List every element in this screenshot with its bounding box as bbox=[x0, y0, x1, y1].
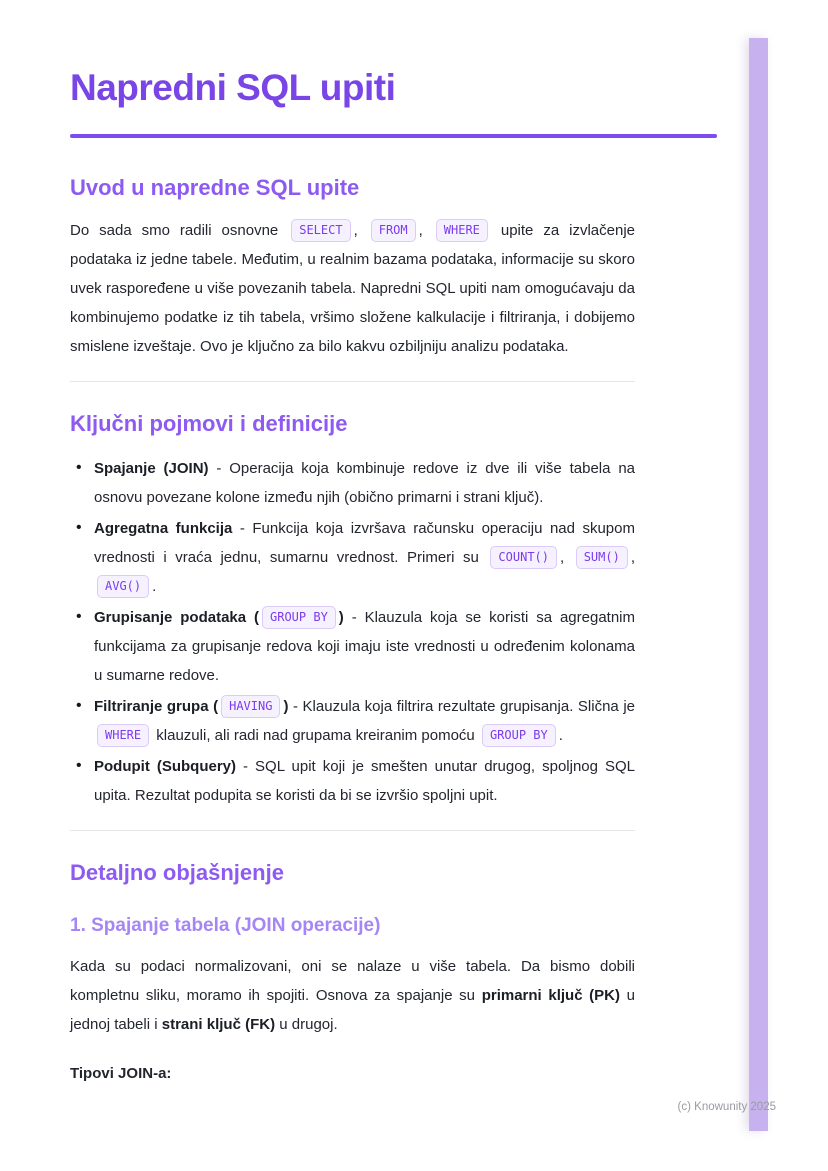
bold-term: Grupisanje podataka ( bbox=[94, 609, 259, 626]
bold-term: strani ključ (FK) bbox=[161, 1016, 276, 1033]
bold-term: Filtriranje grupa ( bbox=[94, 698, 219, 715]
section-divider bbox=[70, 830, 635, 831]
term-list bbox=[70, 454, 635, 810]
inline-code-badge: GROUP BY bbox=[262, 606, 336, 629]
inline-code-badge: HAVING bbox=[221, 695, 280, 718]
bold-term: ) bbox=[283, 698, 289, 715]
title-rule bbox=[70, 134, 717, 138]
term-item-join: • Spajanje (JOIN) - Operacija koja kombinuje redove iz dve ili više tabela na osnovu povezane kolone između njih (obično primarni i strani ključ). bbox=[70, 454, 635, 512]
side-accent-strip bbox=[749, 38, 768, 1131]
inline-code-badge: GROUP BY bbox=[482, 724, 556, 747]
subsection-heading-join: 1. Spajanje tabela (JOIN operacije) bbox=[70, 915, 381, 936]
term-item-having: • Filtriranje grupa ( HAVING ) - Klauzula koja filtrira rezultate grupisanja. Slična je WHERE klauzuli, ali radi nad grupama kreiranim pomoću GROUP BY . bbox=[70, 692, 635, 750]
intro-paragraph: Do sada smo radili osnovne SELECT , FROM , WHERE upite za izvlačenje podataka iz jedne tabele. Međutim, u realnim bazama podataka, informacije su skoro uvek raspoređene u više povezanih tabela. Napredni SQL upiti nam omogućavaju da kombinujemo podatke iz tih tabela, vršimo složene kalkulacije i filtriranja, i dobijemo smislene izveštaje. Ovo je ključno za bilo kakvu ozbiljniju analizu podataka. bbox=[70, 216, 635, 361]
term-item-aggregate-function: • Agregatna funkcija - Funkcija koja izvršava računsku operaciju nad skupom vrednosti i vraća jednu, sumarnu vrednost. Primeri su COUNT() , SUM() , AVG() . bbox=[70, 514, 635, 601]
bold-term: ) bbox=[338, 609, 344, 626]
document-content bbox=[70, 0, 717, 1088]
inline-code-badge: SUM() bbox=[576, 546, 628, 569]
inline-code-badge: FROM bbox=[371, 219, 416, 242]
inline-code-badge: WHERE bbox=[436, 219, 488, 242]
section-divider bbox=[70, 381, 635, 382]
join-paragraph: Kada su podaci normalizovani, oni se nalaze u više tabela. Da bismo dobili kompletnu sliku, moramo ih spojiti. Osnova za spajanje su primarni ključ (PK) u jednoj tabeli i strani ključ (FK) u drugoj. bbox=[70, 958, 636, 1033]
term-item-subquery: • Podupit (Subquery) - SQL upit koji je smešten unutar drugog, spoljnog SQL upita. Rezultat podupita se koristi da bi se izvršio spoljni upit. bbox=[70, 752, 635, 810]
bold-term: Spajanje (JOIN) bbox=[94, 460, 209, 477]
term-item-group-by: • Grupisanje podataka ( GROUP BY ) - Klauzula koja se koristi sa agregatnim funkcijama za grupisanje redova koji imaju iste vrednosti u određenim kolonama u sumarne redove. bbox=[70, 603, 635, 690]
inline-code-badge: WHERE bbox=[97, 724, 149, 747]
join-types-label: Tipovi JOIN-a: bbox=[70, 1065, 172, 1082]
inline-code-badge: COUNT() bbox=[490, 546, 557, 569]
bold-term: Agregatna funkcija bbox=[94, 520, 233, 537]
section-heading-detailed: Detaljno objašnjenje bbox=[70, 860, 284, 885]
inline-code-badge: SELECT bbox=[291, 219, 350, 242]
section-heading-intro: Uvod u napredne SQL upite bbox=[70, 175, 360, 200]
bold-term: primarni ključ (PK) bbox=[481, 987, 621, 1004]
inline-code-badge: AVG() bbox=[97, 575, 149, 598]
footer-credit: (c) Knowunity 2025 bbox=[677, 1101, 776, 1113]
bold-term: Podupit (Subquery) bbox=[94, 758, 237, 775]
page-title: Napredni SQL upiti bbox=[70, 67, 396, 108]
section-heading-key-terms: Ključni pojmovi i definicije bbox=[70, 411, 348, 436]
